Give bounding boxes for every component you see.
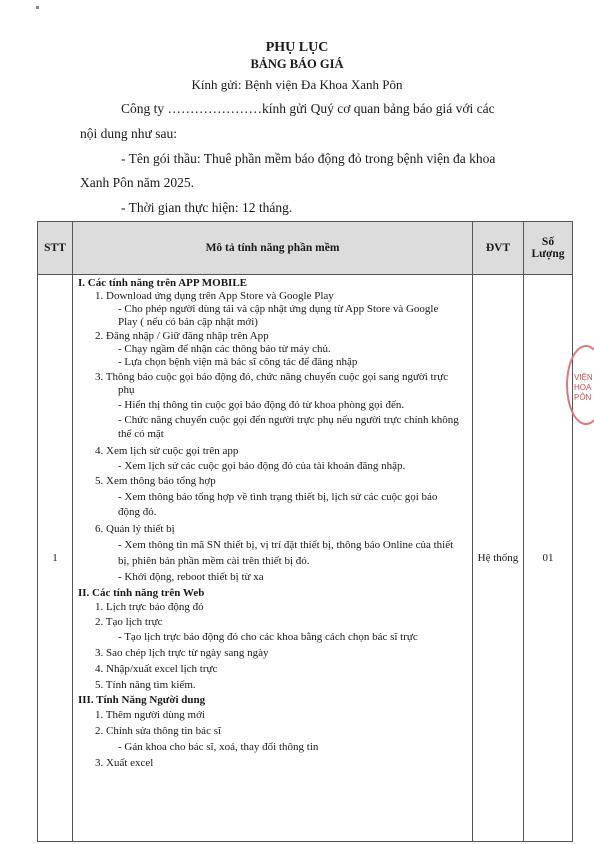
feature-line: thể có mặt	[118, 428, 164, 440]
stamp-text: PÔN	[574, 393, 592, 402]
stamp-text: HOA	[574, 383, 592, 392]
feature-line: 1. Thêm người dùng mới	[95, 709, 205, 721]
quote-table	[37, 221, 573, 842]
section-heading: II. Các tính năng trên Web	[78, 587, 205, 599]
scan-mark	[36, 6, 39, 9]
row-unit: Hệ thống	[473, 275, 524, 842]
feature-line: - Gán khoa cho bác sĩ, xoá, thay đổi thông tin	[118, 741, 319, 753]
feature-line: 4. Nhập/xuất excel lịch trực	[95, 663, 218, 675]
page-title: PHỤ LỤC	[265, 40, 329, 55]
section-heading: I. Các tính năng trên APP MOBILE	[78, 277, 247, 289]
header-qty: Số Lượng	[524, 222, 573, 275]
feature-line: 6. Quản lý thiết bị	[95, 523, 175, 535]
feature-line: động đỏ.	[118, 506, 157, 518]
header-stt: STT	[38, 222, 73, 275]
feature-line: - Khởi động, reboot thiết bị từ xa	[118, 571, 264, 583]
feature-line: 3. Thông báo cuộc gọi báo động đỏ, chức năng chuyển cuộc gọi sang người trực	[95, 371, 449, 383]
header-desc: Mô tả tính năng phần mềm	[73, 222, 473, 275]
feature-line: 5. Tính năng tìm kiếm.	[95, 679, 196, 691]
feature-line: - Xem lịch sử các cuộc gọi báo động đỏ của tài khoản đăng nhập.	[118, 460, 406, 472]
feature-line: - Cho phép người dùng tải và cập nhật ứng dụng từ App Store và Google	[118, 303, 439, 315]
feature-line: - Hiển thị thông tin cuộc gọi báo động đỏ từ khoa phòng gọi đến.	[118, 399, 405, 411]
feature-line: - Chạy ngầm để nhận các thông báo từ máy chủ.	[118, 343, 331, 355]
feature-line: 1. Lịch trực báo động đỏ	[95, 601, 204, 613]
package-line-1: - Tên gói thầu: Thuê phần mềm báo động đỏ trong bệnh viện đa khoa	[121, 151, 496, 166]
page-subtitle: BẢNG BÁO GIÁ	[250, 57, 344, 71]
feature-line: 4. Xem lịch sử cuộc gọi trên app	[95, 445, 239, 457]
row-stt: 1	[38, 275, 73, 842]
feature-line: - Tạo lịch trực báo động đỏ cho các khoa bằng cách chọn bác sĩ trực	[118, 631, 418, 643]
intro-line-1: Công ty …………………kính gửi Quý cơ quan bảng báo giá với các	[121, 101, 495, 116]
intro-line-2: nội dung như sau:	[80, 126, 177, 141]
duration-line: - Thời gian thực hiện: 12 tháng.	[121, 200, 293, 215]
feature-line: - Xem thông tin mã SN thiết bị, vị trí đặt thiết bị, thông báo Online của thiết	[118, 539, 454, 551]
header-dvt: ĐVT	[473, 222, 524, 275]
row-description	[73, 275, 473, 842]
table-header-row	[38, 222, 573, 275]
addressee: Kính gửi: Bệnh viện Đa Khoa Xanh Pôn	[191, 77, 403, 92]
feature-line: 2. Chỉnh sửa thông tin bác sĩ	[95, 725, 222, 737]
feature-line: 3. Xuất excel	[95, 757, 154, 769]
feature-line: 3. Sao chép lịch trực từ ngày sang ngày	[95, 647, 269, 659]
section-heading: III. Tính Năng Người dung	[78, 694, 206, 706]
feature-line: - Lựa chọn bệnh viện mà bác sĩ công tác để đăng nhập	[118, 356, 358, 368]
feature-line: - Chức năng chuyển cuộc gọi đến người trực phụ nếu người trực chính không	[118, 414, 459, 426]
feature-line: - Xem thông báo tổng hợp về tình trạng thiết bị, lịch sử các cuộc gọi báo	[118, 491, 438, 503]
feature-line: 1. Download ứng dụng trên App Store và Google Play	[95, 290, 334, 302]
feature-line: 5. Xem thông báo tổng hợp	[95, 475, 216, 487]
feature-line: phụ	[118, 384, 135, 396]
table-row	[38, 275, 573, 842]
stamp-text: VIỆN	[574, 373, 593, 382]
feature-line: 2. Tạo lịch trực	[95, 616, 163, 628]
feature-line: Play ( nếu có bản cập nhật mới)	[118, 316, 258, 328]
feature-line: bị, phiên bản phần mềm cài trên thiết bị đó.	[118, 555, 310, 567]
row-quantity: 01	[524, 275, 573, 842]
feature-line: 2. Đăng nhập / Giữ đăng nhập trên App	[95, 330, 269, 342]
package-line-2: Xanh Pôn năm 2025.	[80, 175, 194, 190]
